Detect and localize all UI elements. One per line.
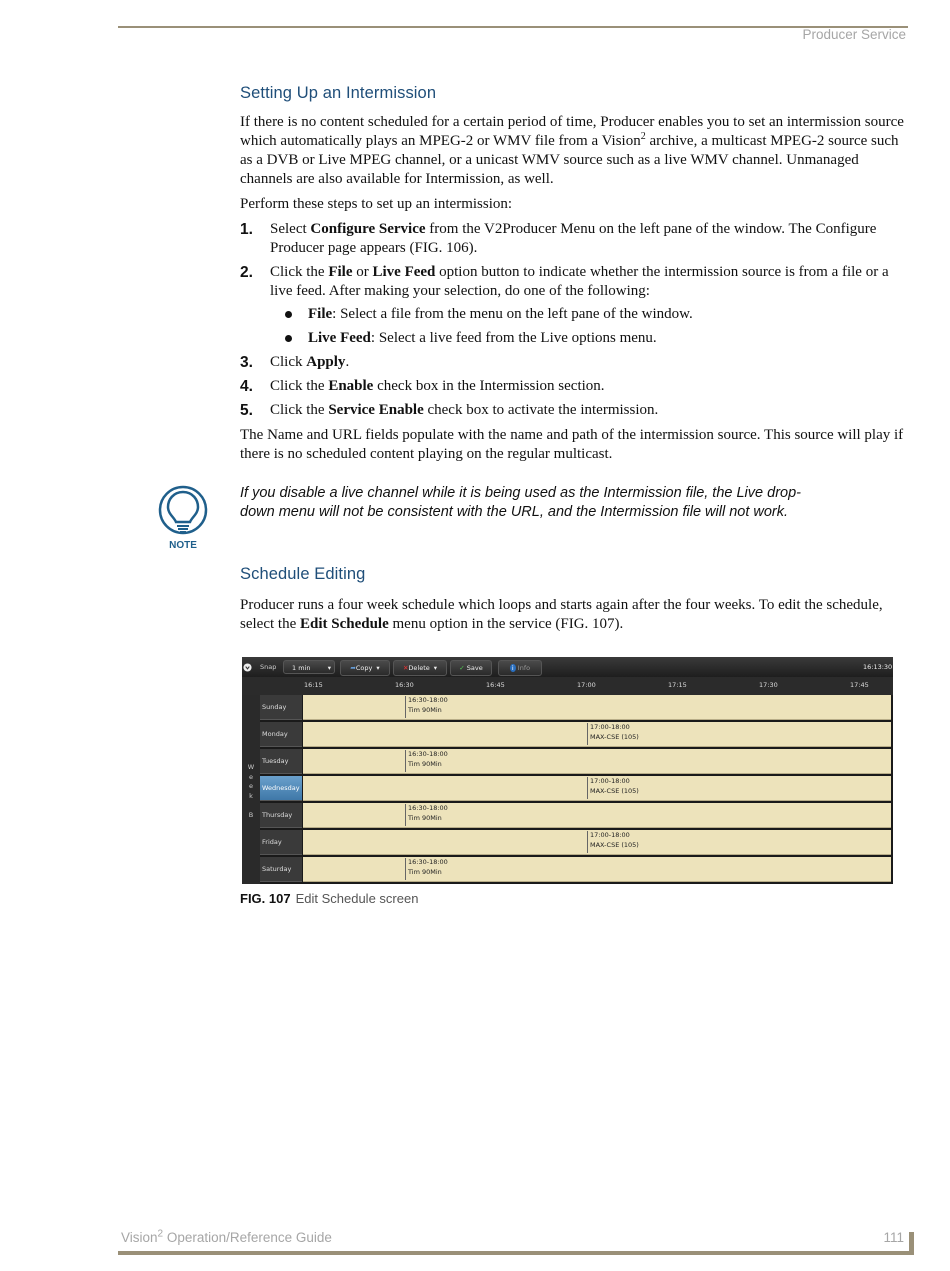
step-number: 2. xyxy=(240,264,253,281)
footer-guide-title xyxy=(121,1230,332,1245)
info-button[interactable] xyxy=(498,660,542,676)
day-label-selected[interactable]: Wednesday xyxy=(260,776,302,801)
delete-button[interactable] xyxy=(393,660,447,676)
note-label: NOTE xyxy=(169,540,197,551)
schedule-row xyxy=(260,722,891,747)
schedule-row xyxy=(260,749,891,774)
block-title: MAX-CSE (105) xyxy=(590,786,639,795)
week-letter: k xyxy=(249,791,253,800)
schedule-bold: Edit Schedule xyxy=(299,616,389,632)
step-number: 3. xyxy=(240,354,253,371)
page-number: 111 xyxy=(883,1230,904,1245)
schedule-track[interactable] xyxy=(303,776,891,801)
bullet-text: : Select a live feed from the Live options menu. xyxy=(370,330,657,346)
block-time: 16:30-18:00 xyxy=(408,858,448,866)
step-text: Click the xyxy=(270,264,329,280)
block-time: 16:30-18:00 xyxy=(408,804,448,812)
collapse-icon[interactable] xyxy=(243,663,252,672)
day-label[interactable]: Tuesday xyxy=(260,749,302,774)
block-title: MAX-CSE (105) xyxy=(590,732,639,741)
bullet-list xyxy=(270,305,906,348)
footer-rule xyxy=(118,1251,914,1255)
schedule-block[interactable] xyxy=(587,831,639,853)
step-text: check box in the Intermission section. xyxy=(373,378,605,394)
header-title: Producer Service xyxy=(802,27,906,42)
section-heading: Setting Up an Intermission xyxy=(240,84,437,102)
intro-paragraph xyxy=(240,113,906,189)
intro-text-b: archive, a multicast MPEG-2 source such as a DVB or Live MPEG channel, or a unicast WMV source such as a live WMV channel. Unmanaged channels are also available for Intermission, as well. xyxy=(240,133,899,187)
step-text: Click the xyxy=(270,378,329,394)
step-text: Click xyxy=(270,354,307,370)
step-bold: Live Feed xyxy=(372,264,436,280)
step-item xyxy=(240,377,906,396)
time-tick: 16:30 xyxy=(395,681,414,689)
dropdown-arrow-icon: ▾ xyxy=(433,664,438,672)
step-number: 5. xyxy=(240,402,253,419)
step-bold: Configure Service xyxy=(310,221,426,237)
week-letter xyxy=(247,801,255,811)
week-letter: e xyxy=(249,782,253,790)
bullet-item xyxy=(270,329,906,348)
schedule-block[interactable] xyxy=(587,777,639,799)
day-label[interactable]: Thursday xyxy=(260,803,302,828)
block-time: 16:30-18:00 xyxy=(408,750,448,758)
week-letter: B xyxy=(248,810,254,819)
block-time: 17:00-18:00 xyxy=(590,777,630,785)
schedule-track[interactable] xyxy=(303,830,891,855)
day-label[interactable]: Friday xyxy=(260,830,302,855)
schedule-paragraph xyxy=(240,596,906,634)
block-time: 16:30-18:00 xyxy=(408,696,448,704)
schedule-toolbar xyxy=(242,657,893,677)
step-item xyxy=(240,353,906,372)
delete-icon: ✕ xyxy=(402,664,409,672)
footer-text-a: Vision xyxy=(121,1230,158,1245)
block-title: Tim 90Min xyxy=(408,867,442,876)
day-label[interactable]: Saturday xyxy=(260,857,302,882)
outro-paragraph: The Name and URL fields populate with the name and path of the intermission source. This source will play if there is no scheduled content playing on the regular multicast. xyxy=(240,427,904,462)
schedule-block[interactable] xyxy=(405,804,448,826)
copy-button[interactable] xyxy=(340,660,390,676)
step-text: Click the xyxy=(270,402,329,418)
block-time: 17:00-18:00 xyxy=(590,831,630,839)
step-bold: Enable xyxy=(328,378,374,394)
step-number: 1. xyxy=(240,221,253,238)
step-text: Select xyxy=(270,221,311,237)
section-intermission xyxy=(240,84,906,470)
day-label[interactable]: Monday xyxy=(260,722,302,747)
time-tick: 17:45 xyxy=(850,681,869,689)
time-ruler xyxy=(242,677,893,695)
time-tick: 17:00 xyxy=(577,681,596,689)
steps-list xyxy=(240,220,906,420)
schedule-block[interactable] xyxy=(587,723,639,745)
dropdown-arrow-icon: ▾ xyxy=(327,664,331,672)
block-title: Tim 90Min xyxy=(408,813,442,822)
footer-superscript: 2 xyxy=(157,1228,164,1240)
block-title: Tim 90Min xyxy=(408,705,442,714)
day-label[interactable]: Sunday xyxy=(260,695,302,720)
step-bold: File xyxy=(328,264,353,280)
dropdown-arrow-icon: ▾ xyxy=(376,664,380,672)
week-letter: W xyxy=(247,763,255,771)
clock-readout: 16:13:30 xyxy=(863,663,893,671)
info-label: Info xyxy=(517,664,531,672)
copy-label: Copy xyxy=(355,664,373,672)
superscript: 2 xyxy=(640,131,646,142)
schedule-block[interactable] xyxy=(405,750,448,772)
figure-number: FIG. 107 xyxy=(240,891,291,906)
step-bold: Apply xyxy=(306,354,346,370)
caption-text: Edit Schedule screen xyxy=(295,891,419,906)
step-text: from the V2Producer Menu on the left pane of the window. The Configure Producer page appears (FIG. 106). xyxy=(270,221,877,256)
schedule-text-a: Producer runs a four week schedule which loops and starts again after the four weeks. To edit the schedule, select the xyxy=(240,597,883,632)
step-bold: Service Enable xyxy=(328,402,424,418)
block-title: Tim 90Min xyxy=(408,759,442,768)
step-text: . xyxy=(345,354,350,370)
intro-text-a: If there is no content scheduled for a certain period of time, Producer enables you to set an intermission source which automatically plays an MPEG-2 or WMV file from a Vision xyxy=(240,114,904,149)
block-time: 17:00-18:00 xyxy=(590,723,630,731)
snap-select[interactable] xyxy=(283,660,335,674)
bullet-bold: Live Feed xyxy=(308,330,371,346)
save-button[interactable] xyxy=(450,660,492,676)
bullet-dot xyxy=(285,335,292,342)
step-item xyxy=(240,401,906,420)
schedule-track[interactable] xyxy=(303,857,891,882)
step-item xyxy=(240,263,906,348)
snap-value: 1 min xyxy=(292,664,311,672)
delete-label: Delete xyxy=(408,664,430,672)
step-number: 4. xyxy=(240,378,253,395)
schedule-row xyxy=(260,695,891,720)
footer-text-b: Operation/Reference Guide xyxy=(163,1230,332,1245)
schedule-text-b: menu option in the service (FIG. 107). xyxy=(388,616,624,632)
schedule-row xyxy=(260,803,891,828)
schedule-row xyxy=(260,776,891,801)
bullet-dot xyxy=(285,311,292,318)
info-icon: i xyxy=(511,664,514,672)
schedule-block[interactable] xyxy=(405,696,448,718)
edit-schedule-screenshot xyxy=(242,657,893,884)
schedule-track[interactable] xyxy=(303,695,891,720)
footer-corner-rule xyxy=(909,1232,914,1255)
schedule-row xyxy=(260,857,891,882)
schedule-track[interactable] xyxy=(303,722,891,747)
schedule-block[interactable] xyxy=(405,858,448,880)
schedule-track[interactable] xyxy=(303,803,891,828)
perform-paragraph: Perform these steps to set up an intermission: xyxy=(240,196,513,212)
week-label xyxy=(247,763,255,820)
step-text: or xyxy=(352,264,373,280)
section-heading: Schedule Editing xyxy=(240,565,366,583)
schedule-row xyxy=(260,830,891,855)
time-tick: 17:15 xyxy=(668,681,687,689)
block-title: MAX-CSE (105) xyxy=(590,840,639,849)
week-column xyxy=(242,695,260,884)
check-icon: ✓ xyxy=(459,664,465,672)
note-text: If you disable a live channel while it is being used as the Intermission file, the Live drop-down menu will not be consistent with the URL, and the Intermission file will not work. xyxy=(240,485,801,520)
header-rule xyxy=(118,26,908,28)
schedule-track[interactable] xyxy=(303,749,891,774)
time-tick: 16:15 xyxy=(304,681,323,689)
time-tick: 16:45 xyxy=(486,681,505,689)
time-tick: 17:30 xyxy=(759,681,778,689)
bullet-text: : Select a file from the menu on the left pane of the window. xyxy=(332,306,693,322)
week-letter: e xyxy=(249,772,253,781)
save-label: Save xyxy=(466,664,483,672)
copy-icon: ➦ xyxy=(350,664,356,672)
step-item xyxy=(240,220,906,258)
step-text: option button to indicate whether the intermission source is from a file or a live feed. After making your selection, do one of the following: xyxy=(270,264,889,299)
figure-caption xyxy=(240,891,418,906)
bullet-item xyxy=(270,305,906,324)
lightbulb-note-icon xyxy=(156,484,210,554)
snap-label: Snap xyxy=(260,663,277,671)
step-text: check box to activate the intermission. xyxy=(423,402,659,418)
bullet-bold: File xyxy=(308,306,333,322)
